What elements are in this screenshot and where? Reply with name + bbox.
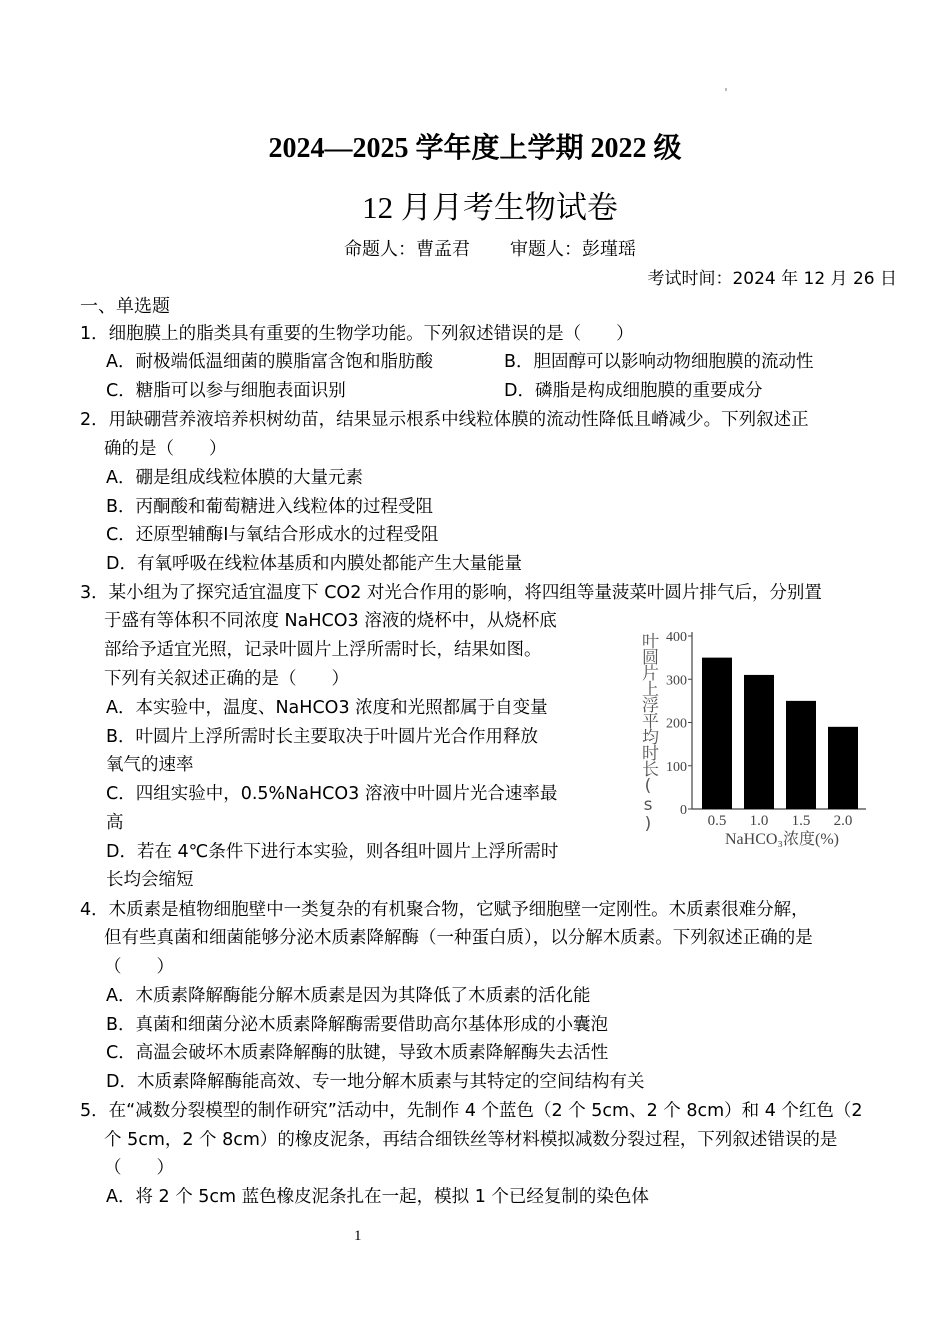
x-tick-label: 0.5	[707, 813, 727, 829]
q3-stem-line1: 3．某小组为了探究适宜温度下 CO2 对光合作用的影响，将四组等量菠菜叶圆片排气后，分别置	[80, 583, 822, 603]
q3-option-c-line1: C．四组实验中，0.5%NaHCO3 溶液中叶圆片光合速率最	[106, 784, 558, 804]
exam-title-line2: 12 月月考生物试卷	[362, 190, 618, 225]
q1-option-b: B．胆固醇可以影响动物细胞膜的流动性	[504, 352, 814, 372]
q2-option-d: D．有氧呼吸在线粒体基质和内膜处都能产生大量能量	[106, 554, 522, 574]
q4-stem-line1: 4．木质素是植物细胞壁中一类复杂的有机聚合物，它赋予细胞壁一定刚性。木质素很难分解，	[80, 900, 809, 920]
reviewer: 审题人：彭瑾瑶	[510, 239, 636, 260]
q2-option-c: C．还原型辅酶Ⅰ与氧结合形成水的过程受阻	[106, 525, 439, 545]
y-tick-label: 300	[666, 673, 687, 689]
q5-stem-line2: 个 5cm，2 个 8cm）的橡皮泥条，再结合细铁丝等材料模拟减数分裂过程，下列叙述错误的是	[104, 1130, 838, 1150]
q4-option-b: B．真菌和细菌分泌木质素降解酶需要借助高尔基体形成的小囊泡	[106, 1015, 609, 1035]
q2-option-a: A．硼是组成线粒体膜的大量元素	[106, 468, 363, 488]
x-tick-label: 1.5	[791, 813, 811, 829]
q3-option-d-line1: D．若在 4℃条件下进行本实验，则各组叶圆片上浮所需时	[106, 842, 559, 862]
q4-option-c: C．高温会破坏木质素降解酶的肽键，导致木质素降解酶失去活性	[106, 1043, 609, 1063]
y-tick-label: 0	[680, 803, 687, 818]
q1-option-d: D．磷脂是构成细胞膜的重要成分	[504, 381, 763, 401]
q1-option-a: A．耐极端低温细菌的膜脂富含饱和脂肪酸	[106, 352, 433, 372]
q4-option-a: A．木质素降解酶能分解木质素是因为其降低了木质素的活化能	[106, 986, 591, 1006]
q3-stem-line3: 部给予适宜光照，记录叶圆片上浮所需时长，结果如图。	[104, 640, 542, 660]
q3-stem-line2: 于盛有等体积不同浓度 NaHCO3 溶液的烧杯中，从烧杯底	[104, 611, 557, 631]
y-axis-label: 叶圆片上浮平均时长(s)	[638, 632, 658, 833]
q2-option-b: B．丙酮酸和葡萄糖进入线粒体的过程受阻	[106, 497, 434, 517]
y-tick-label: 200	[666, 716, 687, 732]
q3-option-a: A．本实验中，温度、NaHCO3 浓度和光照都属于自变量	[106, 698, 548, 718]
q4-stem-line2: 但有些真菌和细菌能够分泌木质素降解酶（一种蛋白质），以分解木质素。下列叙述正确的是	[104, 928, 813, 948]
q1-stem: 1．细胞膜上的脂类具有重要的生物学功能。下列叙述错误的是（ ）	[80, 324, 634, 344]
q3-option-c-line2: 高	[106, 813, 124, 833]
q4-stem-line3: （ ）	[104, 957, 174, 977]
authors-line	[0, 235, 950, 261]
y-tick-label: 100	[666, 759, 687, 775]
q5-option-a: A．将 2 个 5cm 蓝色橡皮泥条扎在一起，模拟 1 个已经复制的染色体	[106, 1187, 649, 1207]
scan-mark	[725, 88, 727, 91]
q3-option-b-line1: B．叶圆片上浮所需时长主要取决于叶圆片光合作用释放	[106, 727, 539, 747]
bar	[702, 658, 732, 809]
q3-option-d-line2: 长均会缩短	[106, 870, 194, 890]
q2-stem-line1: 2．用缺硼营养液培养枳树幼苗，结果显示根系中线粒体膜的流动性降低且嵴减少。下列叙述正	[80, 410, 809, 430]
bar	[828, 727, 858, 809]
setter: 命题人：曹孟君	[344, 239, 470, 260]
exam-time: 考试时间：2024 年 12 月 26 日	[647, 269, 897, 289]
y-tick-label: 400	[666, 630, 687, 645]
x-tick-label: 1.0	[749, 813, 769, 829]
q5-stem-line1: 5．在“减数分裂模型的制作研究”活动中，先制作 4 个蓝色（2 个 5cm、2 个 8cm）和 4 个红色（2	[80, 1101, 863, 1121]
q1-option-c: C．糖脂可以参与细胞表面识别	[106, 381, 346, 401]
bar	[786, 701, 816, 809]
exam-title-line1: 2024—2025 学年度上学期 2022 级	[268, 133, 682, 164]
q3-option-b-line2: 氧气的速率	[106, 755, 194, 775]
q4-option-d: D．木质素降解酶能高效、专一地分解木质素与其特定的空间结构有关	[106, 1072, 645, 1092]
q5-stem-line3: （ ）	[104, 1158, 174, 1178]
page-number: 1	[354, 1228, 362, 1244]
bar	[744, 675, 774, 809]
q3-stem-line4: 下列有关叙述正确的是（ ）	[104, 669, 349, 689]
section-title: 一、单选题	[80, 296, 170, 317]
q2-stem-line2: 确的是（ ）	[104, 439, 227, 459]
nahco3-bar-chart	[630, 620, 870, 855]
x-tick-label: 2.0	[833, 813, 853, 829]
x-axis-label: NaHCO₃浓度(%)	[724, 831, 840, 848]
